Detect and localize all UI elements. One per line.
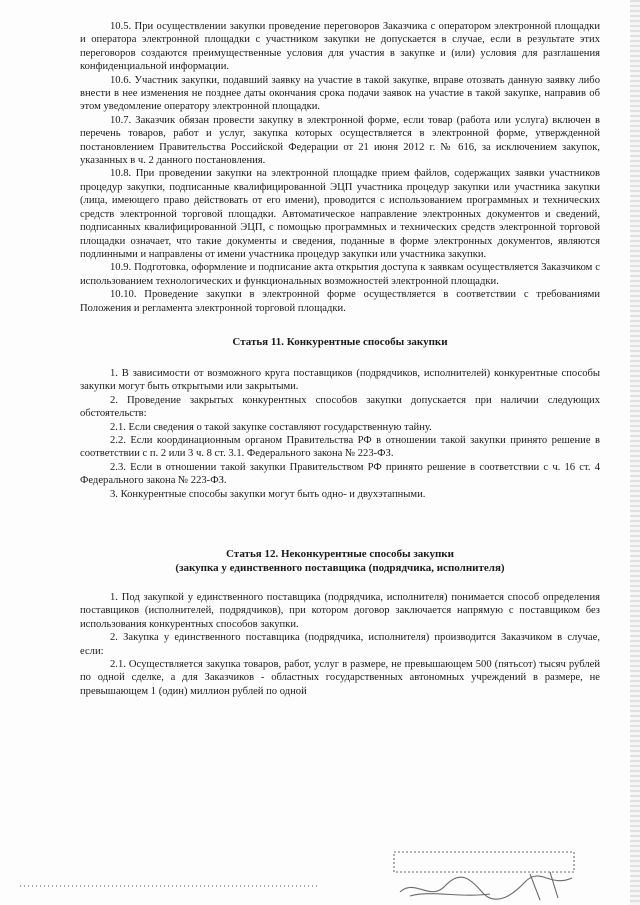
scan-edge: [630, 0, 640, 905]
scan-artifact-dots: [20, 885, 320, 887]
article-11-item-2-1: 2.1. Если сведения о такой закупке составляют государственную тайну.: [110, 421, 432, 433]
article-12-title-line2: (закупка у единственного поставщика (подрядчика, исполнителя): [175, 562, 505, 574]
paragraph-10-5: 10.5. При осуществлении закупки проведение переговоров Заказчика с оператором электронной площадки и оператора электронной площадки с участником закупки не допускается в случае, если в результате этих переговоров создаются преимущественные условия для участия в закупке и (или) условия для разглашения конфиденциальной информации.: [80, 21, 600, 73]
article-12-item-1: 1. Под закупкой у единственного поставщика (подрядчика, исполнителя) понимается способ определения поставщиков (исполнителей, подрядчиков), при котором договор заключается напрямую с поставщиком без использования конкурентных способов закупки.: [80, 592, 600, 630]
paragraph-10-10: 10.10. Проведение закупки в электронной форме осуществляется в соответствии с требованиями Положения и регламента электронной торговой площадки.: [80, 289, 600, 314]
article-12-item-2-1: 2.1. Осуществляется закупка товаров, работ, услуг в размере, не превышающем 500 (пятьсот) тысяч рублей по одной сделке, а для Заказчиков - областных государственных автономных учреждений в размере, не превышающем 1 (один) миллион рублей по одной: [80, 659, 600, 697]
paragraph-10-9: 10.9. Подготовка, оформление и подписание акта открытия доступа к заявкам осуществляется Заказчиком с использованием технологических и функциональных возможностей электронной площадки.: [80, 262, 600, 287]
article-11-item-2-2: 2.2. Если координационным органом Правительства РФ в отношении такой закупки принято решение в соответствии с п. 2 или 3 ч. 8 ст. 3.1. Федерального закона № 223-ФЗ.: [80, 434, 600, 460]
article-11-item-3: 3. Конкурентные способы закупки могут быть одно- и двухэтапными.: [110, 488, 426, 500]
article-11-title: Статья 11. Конкурентные способы закупки: [232, 335, 448, 348]
article-11-item-2: 2. Проведение закрытых конкурентных способов закупки допускается при наличии следующих обстоятельств:: [80, 394, 600, 420]
article-12-title-line1: Статья 12. Неконкурентные способы закупки: [226, 548, 454, 560]
article-12-item-2: 2. Закупка у единственного поставщика (подрядчика, исполнителя) производится Заказчиком в случае, если:: [80, 632, 600, 657]
paragraph-10-6: 10.6. Участник закупки, подавший заявку на участие в такой закупке, вправе отозвать данную заявку либо внести в нее изменения не позднее даты окончания срока подачи заявок на участие в такой закупке, направив об этом уведомление оператору электронной площадки.: [80, 74, 600, 113]
signature-stamp: [390, 848, 580, 904]
paragraph-10-8: 10.8. При проведении закупки на электронной площадке прием файлов, содержащих заявки участников процедур закупки, подписанные квалифицированной ЭЦП участника процедур закупки или участника закупки (лица, имеющего право действовать от его имени), проводится с использованием программных и технических средств электронной торговой площадки. Автоматическое направление электронных документов и сведений, подписанных квалифицированной ЭЦП, с помощью программных и технических средств электронной торговой площадки означает, что такие документы и сведения, поданные в форме электронных документов, являются подлинными и направлены от имени участника процедур закупки или участника закупки.: [80, 168, 600, 260]
document-body: [80, 20, 600, 698]
article-11-item-1: 1. В зависимости от возможного круга поставщиков (подрядчиков, исполнителей) конкурентные способы закупки могут быть открытыми или закрытыми.: [80, 367, 600, 393]
article-11-item-2-3: 2.3. Если в отношении такой закупки Правительством РФ принято решение в соответствии с ч. 16 ст. 4 Федерального закона № 223-ФЗ.: [80, 461, 600, 487]
paragraph-10-7: 10.7. Заказчик обязан провести закупку в электронной форме, если товар (работа или услуга) включен в перечень товаров, работ и услуг, закупка которых осуществляется в электронной форме, утвержденной постановлением Правительства Российской Федерации от 21 июня 2012 г. № 616, за исключением закупок, указанных в ч. 2 данного постановления.: [80, 114, 600, 167]
article-12-title: [80, 547, 600, 575]
page-footer: [0, 840, 640, 905]
